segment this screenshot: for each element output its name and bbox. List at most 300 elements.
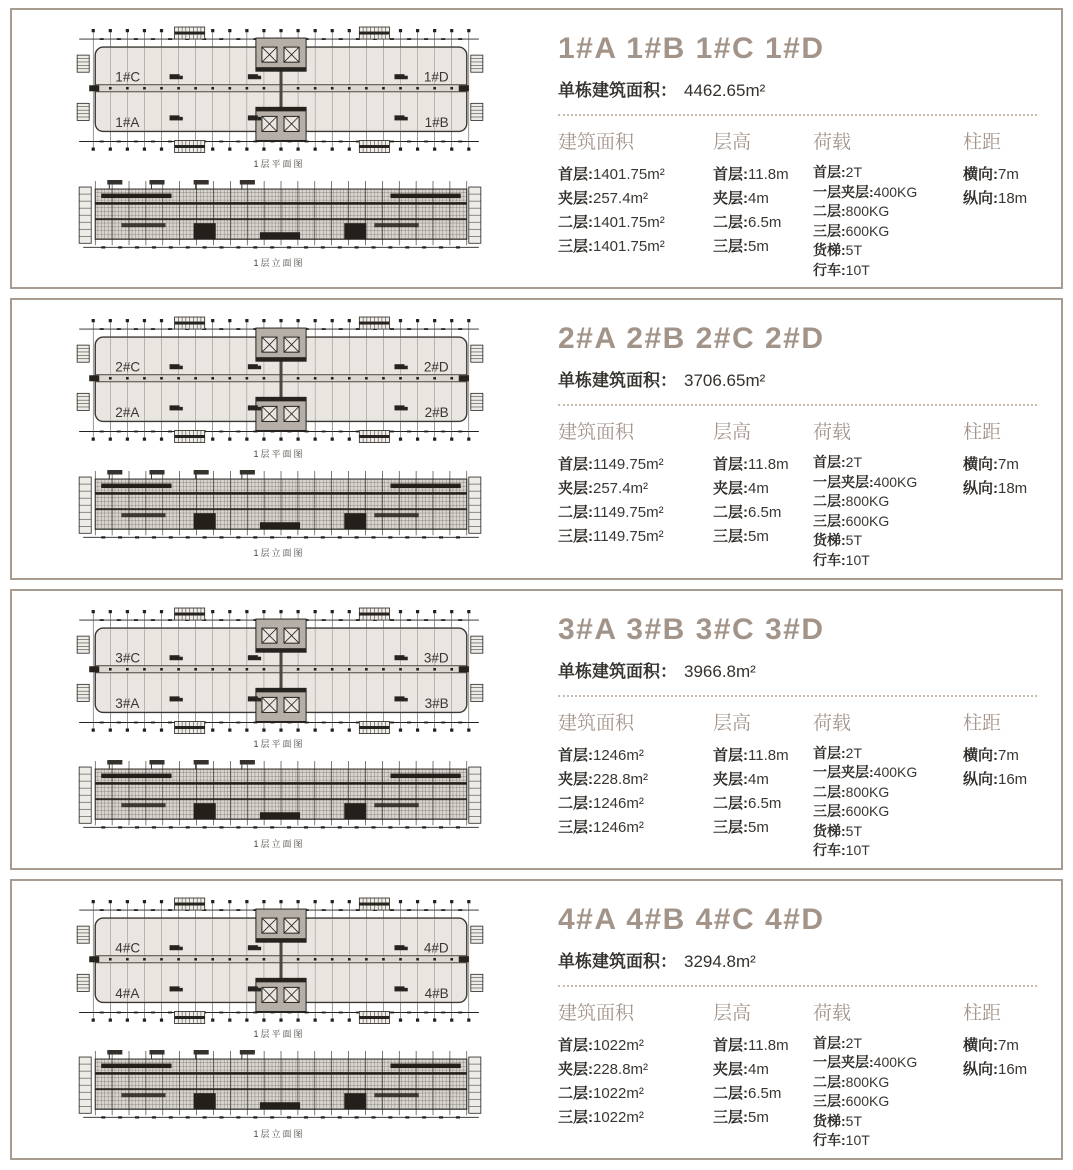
spec-info-panel <box>532 591 1061 868</box>
door-block <box>194 513 216 529</box>
spec-row <box>813 841 963 861</box>
stair-bump <box>359 721 389 733</box>
end-cap <box>79 187 91 243</box>
entrance-block <box>260 1103 300 1110</box>
spec-row <box>813 822 963 842</box>
roof-unit <box>107 1050 122 1059</box>
stair-bump <box>359 1011 389 1023</box>
end-cap <box>79 1058 91 1114</box>
spec-row <box>963 477 1037 501</box>
building-spec-card <box>10 879 1063 1160</box>
spec-column-header: 建筑面积 <box>558 712 635 734</box>
spec-row-label: 三层: <box>558 238 593 255</box>
stair-core-bottom <box>256 108 306 141</box>
spec-column-header: 柱距 <box>963 422 1002 444</box>
spec-column-header: 荷载 <box>813 132 852 153</box>
spec-row-value: 4m <box>748 480 769 498</box>
roof-unit <box>194 760 209 769</box>
spec-row <box>713 1034 813 1058</box>
door-block <box>344 803 366 819</box>
stair-bump <box>175 27 205 39</box>
stair-core-top <box>256 328 306 361</box>
spec-row <box>813 261 963 281</box>
spec-row-value: 5T <box>845 532 863 549</box>
spec-columns <box>558 998 1037 1151</box>
door-block <box>194 1094 216 1110</box>
total-area-label: 单栋建筑面积： <box>558 951 677 971</box>
roof-unit <box>149 180 164 189</box>
spec-row <box>713 163 813 187</box>
spec-row-label: 二层: <box>813 203 846 219</box>
spec-row-label: 行车: <box>813 261 846 278</box>
spec-row-value: 11.8m <box>748 166 789 183</box>
spec-column <box>713 998 813 1151</box>
spec-row-label: 横向: <box>963 166 998 183</box>
spec-row-label: 横向: <box>963 1036 998 1054</box>
spec-row-label: 二层: <box>713 1084 748 1102</box>
spec-row-label: 首层: <box>558 166 593 183</box>
spec-row-label: 二层: <box>558 504 593 522</box>
section-title: 2#A 2#B 2#C 2#D <box>558 322 825 356</box>
spec-row <box>713 501 813 525</box>
elevation-drawing <box>43 1047 515 1125</box>
floor-plan-svg <box>43 896 515 1027</box>
stair-bump <box>359 141 389 153</box>
spec-row-value: 2T <box>845 454 863 471</box>
elevation-drawing <box>43 467 515 545</box>
spec-row-label: 横向: <box>963 746 998 764</box>
spec-row-value: 5T <box>845 1112 863 1129</box>
spec-row <box>813 1034 963 1054</box>
spec-row-label: 三层: <box>713 238 748 255</box>
spec-row <box>713 792 813 816</box>
spec-column-header: 建筑面积 <box>558 422 635 444</box>
spec-column-header: 层高 <box>713 712 752 734</box>
spec-row <box>713 744 813 768</box>
spec-row-label: 纵向: <box>963 770 998 788</box>
spec-row-value: 400KG <box>873 473 918 490</box>
spec-column <box>713 127 813 280</box>
unit-label-tr: 4#D <box>423 940 449 956</box>
spec-row-label: 夹层: <box>558 480 593 498</box>
door-block <box>194 223 216 239</box>
spec-row-value: 600KG <box>845 1093 890 1110</box>
stair-core-top <box>256 619 306 652</box>
unit-label-tr: 1#D <box>423 69 449 85</box>
spec-row <box>813 453 963 473</box>
unit-label-tl: 1#C <box>115 69 141 85</box>
section-title: 4#A 4#B 4#C 4#D <box>558 902 825 936</box>
spec-row <box>813 163 963 183</box>
spec-row-value: 5m <box>748 818 769 836</box>
spec-row <box>558 1034 713 1058</box>
elevation-drawing <box>43 177 515 255</box>
floor-plan-drawing <box>43 25 515 156</box>
total-area-label: 单栋建筑面积： <box>558 661 677 681</box>
end-cap <box>469 1058 481 1114</box>
unit-label-tl: 3#C <box>115 650 141 666</box>
spec-row-value: 1149.75m² <box>593 504 664 522</box>
spec-row-label: 首层: <box>813 744 846 761</box>
spec-row-value: 5m <box>748 1108 769 1126</box>
roof-unit <box>107 470 122 479</box>
stair-bump <box>175 721 205 733</box>
spec-row-value: 600KG <box>845 222 890 239</box>
spec-row-value: 1022m² <box>593 1084 644 1102</box>
spec-row-label: 二层: <box>713 794 748 812</box>
section-title: 3#A 3#B 3#C 3#D <box>558 612 825 646</box>
spec-row-value: 5m <box>748 238 769 255</box>
spec-row-value: 10T <box>845 842 870 858</box>
spec-row-value: 11.8m <box>748 1036 789 1054</box>
spec-row-value: 1401.75m² <box>593 238 665 255</box>
spec-row-value: 228.8m² <box>593 1060 649 1078</box>
spec-row-label: 三层: <box>558 818 593 836</box>
spec-row <box>813 1092 963 1112</box>
spec-row <box>713 1082 813 1106</box>
spec-column-header: 建筑面积 <box>558 1002 635 1024</box>
spec-row-value: 1149.75m² <box>593 456 664 474</box>
spec-row <box>963 187 1037 211</box>
spec-row-label: 夹层: <box>713 480 748 498</box>
spec-row-label: 二层: <box>813 493 846 510</box>
elevation-svg <box>43 177 515 255</box>
spec-row <box>558 816 713 840</box>
spec-row-label: 三层: <box>813 1093 846 1110</box>
spec-row-value: 1401.75m² <box>593 166 665 183</box>
spec-row <box>558 163 713 187</box>
spec-row <box>813 1112 963 1132</box>
spec-row <box>558 211 713 235</box>
spec-row-value: 6.5m <box>748 504 782 522</box>
building-spec-card <box>10 298 1063 579</box>
unit-label-tl: 4#C <box>115 940 141 956</box>
unit-label-br: 1#B <box>424 115 449 131</box>
spec-row <box>713 1106 813 1130</box>
stair-bump <box>175 898 205 910</box>
spec-row-value: 400KG <box>873 1054 918 1071</box>
spec-row <box>713 525 813 549</box>
spec-info-panel <box>532 881 1061 1158</box>
spec-row <box>813 802 963 822</box>
spec-column <box>813 417 963 570</box>
spec-column-header: 建筑面积 <box>558 132 635 153</box>
spec-column-header: 荷载 <box>813 1002 852 1024</box>
spec-info-panel <box>532 10 1061 287</box>
unit-label-bl: 2#A <box>115 405 140 421</box>
spec-row-value: 600KG <box>845 803 890 819</box>
spec-column <box>813 998 963 1151</box>
spec-row-value: 1022m² <box>593 1036 644 1054</box>
unit-label-tr: 2#D <box>423 360 449 376</box>
spec-column <box>963 417 1037 570</box>
floor-plan-caption: 1层平面图 <box>253 158 305 169</box>
spec-row-value: 800KG <box>845 1073 890 1090</box>
spec-row-label: 二层: <box>813 1073 846 1090</box>
spec-row <box>558 1106 713 1130</box>
spec-row <box>813 744 963 764</box>
spec-row-label: 首层: <box>713 746 748 764</box>
spec-column-header: 柱距 <box>963 712 1002 734</box>
spec-row-value: 7m <box>998 456 1019 474</box>
spec-row-label: 夹层: <box>558 1060 593 1078</box>
spec-column <box>558 998 713 1151</box>
stair-core-bottom <box>256 978 306 1011</box>
total-area-line <box>558 947 1037 972</box>
spec-row-value: 4m <box>748 1060 769 1078</box>
spec-row-label: 纵向: <box>963 190 998 207</box>
spec-row-label: 一层夹层: <box>813 183 874 200</box>
dotted-divider <box>558 985 1037 987</box>
stair-bump <box>175 1011 205 1023</box>
door-block <box>344 223 366 239</box>
total-area-value: 3706.65m² <box>684 371 766 391</box>
spec-column-header: 荷载 <box>813 422 852 444</box>
stair-bump <box>359 608 389 620</box>
spec-info-panel <box>532 300 1061 577</box>
spec-row <box>813 1053 963 1073</box>
spec-row-label: 一层夹层: <box>813 473 874 490</box>
spec-column <box>558 708 713 861</box>
stair-core-top <box>256 909 306 942</box>
spec-row-label: 三层: <box>558 1108 593 1126</box>
unit-label-bl: 3#A <box>115 695 140 711</box>
spec-row <box>558 477 713 501</box>
spec-row <box>963 744 1037 768</box>
stair-bump <box>175 317 205 329</box>
stair-bump <box>175 141 205 153</box>
spec-row-value: 18m <box>998 480 1028 498</box>
spec-row-value: 2T <box>845 164 863 180</box>
end-cap <box>469 477 481 533</box>
spec-column-header: 荷载 <box>813 712 852 734</box>
drawings-panel <box>12 10 532 287</box>
dotted-divider <box>558 695 1037 697</box>
spec-row-label: 首层: <box>713 456 748 474</box>
end-cap <box>79 767 91 823</box>
total-area-line <box>558 76 1037 101</box>
spec-row <box>813 241 963 261</box>
spec-row-value: 5m <box>748 528 769 546</box>
roof-unit <box>107 180 122 189</box>
floor-plan-drawing <box>43 606 515 737</box>
total-area-value: 4462.65m² <box>684 81 766 100</box>
elevation-caption: 1层立面图 <box>253 838 305 849</box>
elevation-caption: 1层立面图 <box>253 1128 305 1139</box>
spec-row <box>558 235 713 259</box>
spec-row <box>558 525 713 549</box>
spec-row <box>558 1058 713 1082</box>
building-spec-card <box>10 589 1063 870</box>
spec-row <box>813 202 963 222</box>
end-cap <box>469 767 481 823</box>
spec-row <box>813 551 963 571</box>
spec-row-value: 10T <box>845 551 870 568</box>
stair-bump <box>359 27 389 39</box>
spec-column <box>813 708 963 861</box>
floor-plan-drawing <box>43 315 515 446</box>
floor-plan-svg <box>43 606 515 737</box>
spec-row <box>558 792 713 816</box>
spec-row <box>963 453 1037 477</box>
spec-row-label: 货梯: <box>813 822 846 839</box>
spec-row-value: 800KG <box>845 203 890 219</box>
spec-row <box>558 187 713 211</box>
end-cap <box>79 477 91 533</box>
spec-row-label: 行车: <box>813 551 846 568</box>
spec-row-label: 纵向: <box>963 480 998 498</box>
spec-row-label: 首层: <box>558 746 593 764</box>
spec-column <box>963 127 1037 280</box>
spec-row-label: 三层: <box>558 528 593 546</box>
spec-row-label: 三层: <box>813 512 846 529</box>
spec-row-label: 货梯: <box>813 532 846 549</box>
elevation-svg <box>43 757 515 835</box>
stair-bump <box>359 317 389 329</box>
spec-row-value: 5T <box>845 822 863 839</box>
stair-core-bottom <box>256 398 306 431</box>
dotted-divider <box>558 404 1037 406</box>
spec-row-label: 夹层: <box>713 1060 748 1078</box>
spec-row-label: 纵向: <box>963 1060 998 1078</box>
spec-column <box>963 708 1037 861</box>
end-cap <box>469 187 481 243</box>
spec-row-value: 4m <box>748 190 769 207</box>
unit-label-tr: 3#D <box>423 650 449 666</box>
spec-row-value: 18m <box>998 190 1028 207</box>
spec-row-label: 首层: <box>813 1034 846 1051</box>
spec-row <box>813 763 963 783</box>
spec-row-value: 800KG <box>845 493 890 510</box>
spec-row <box>558 1082 713 1106</box>
spec-row-value: 1022m² <box>593 1108 644 1126</box>
floor-plan-drawing <box>43 896 515 1027</box>
spec-row-value: 6.5m <box>748 794 782 812</box>
elevation-caption: 1层立面图 <box>253 548 305 559</box>
spec-row-value: 10T <box>845 261 870 278</box>
spec-row-label: 一层夹层: <box>813 1054 874 1071</box>
total-area-value: 3966.8m² <box>684 661 756 681</box>
elevation-svg <box>43 1047 515 1125</box>
drawings-panel <box>12 591 532 868</box>
stair-bump <box>175 431 205 443</box>
spec-row-value: 7m <box>998 746 1019 764</box>
elevation-drawing <box>43 757 515 835</box>
spec-row-value: 5T <box>845 242 863 258</box>
unit-label-br: 2#B <box>424 405 449 421</box>
spec-row-label: 首层: <box>813 454 846 471</box>
spec-columns <box>558 127 1037 280</box>
floor-plan-svg <box>43 25 515 156</box>
spec-row-value: 4m <box>748 770 769 788</box>
spec-row <box>558 744 713 768</box>
total-area-label: 单栋建筑面积： <box>558 81 677 100</box>
spec-column <box>813 127 963 280</box>
spec-row <box>963 1058 1037 1082</box>
spec-row-value: 1246m² <box>593 818 644 836</box>
spec-row <box>813 1073 963 1093</box>
spec-row-value: 16m <box>998 1060 1028 1078</box>
drawings-panel <box>12 300 532 577</box>
spec-row <box>813 1131 963 1151</box>
drawings-panel <box>12 881 532 1158</box>
spec-row-value: 7m <box>998 1036 1019 1054</box>
spec-row <box>813 512 963 532</box>
spec-row <box>713 1058 813 1082</box>
entrance-block <box>260 522 300 529</box>
total-area-line <box>558 657 1037 682</box>
spec-column <box>558 417 713 570</box>
spec-row-label: 行车: <box>813 1132 846 1149</box>
spec-row-value: 800KG <box>845 783 890 800</box>
unit-label-br: 4#B <box>424 985 449 1001</box>
section-title: 1#A 1#B 1#C 1#D <box>558 32 825 65</box>
stair-bump <box>359 431 389 443</box>
total-area-label: 单栋建筑面积： <box>558 371 677 391</box>
spec-row <box>813 783 963 803</box>
floor-plan-caption: 1层平面图 <box>253 1029 305 1040</box>
stair-bump <box>175 608 205 620</box>
roof-unit <box>194 1050 209 1059</box>
door-block <box>194 803 216 819</box>
spec-row-value: 10T <box>845 1132 870 1149</box>
spec-row-label: 三层: <box>813 222 846 239</box>
spec-column-header: 柱距 <box>963 1002 1002 1024</box>
unit-label-bl: 1#A <box>115 115 140 131</box>
spec-row-value: 400KG <box>873 764 918 780</box>
spec-row-label: 三层: <box>813 803 846 819</box>
spec-row-value: 228.8m² <box>593 770 649 788</box>
spec-row <box>713 453 813 477</box>
spec-row-label: 夹层: <box>713 190 748 207</box>
spec-row-value: 11.8m <box>748 456 789 474</box>
spec-row <box>558 453 713 477</box>
roof-unit <box>149 470 164 479</box>
spec-row <box>963 768 1037 792</box>
spec-row-value: 1246m² <box>593 794 644 812</box>
unit-label-br: 3#B <box>424 695 449 711</box>
spec-row-value: 600KG <box>845 512 890 529</box>
spec-row-value: 16m <box>998 770 1028 788</box>
building-spec-card <box>10 8 1063 289</box>
spec-row-label: 三层: <box>713 818 748 836</box>
spec-row <box>813 183 963 203</box>
spec-columns <box>558 708 1037 861</box>
spec-row-value: 400KG <box>873 183 918 200</box>
spec-row <box>813 473 963 493</box>
spec-row <box>558 501 713 525</box>
spec-columns <box>558 417 1037 570</box>
spec-column-header: 层高 <box>713 132 752 153</box>
spec-row-label: 货梯: <box>813 242 846 258</box>
spec-row-label: 三层: <box>713 1108 748 1126</box>
spec-row-value: 257.4m² <box>593 480 649 498</box>
stair-bump <box>359 898 389 910</box>
spec-row <box>713 211 813 235</box>
spec-row-value: 6.5m <box>748 1084 782 1102</box>
spec-row-value: 11.8m <box>748 746 789 764</box>
spec-row-label: 二层: <box>713 214 748 231</box>
spec-row-label: 首层: <box>558 1036 593 1054</box>
spec-row-value: 2T <box>845 1034 863 1051</box>
entrance-block <box>260 232 300 239</box>
spec-row <box>963 163 1037 187</box>
roof-unit <box>107 760 122 769</box>
spec-row-label: 夹层: <box>558 190 593 207</box>
roof-unit <box>194 470 209 479</box>
spec-row-label: 三层: <box>713 528 748 546</box>
spec-column <box>713 417 813 570</box>
